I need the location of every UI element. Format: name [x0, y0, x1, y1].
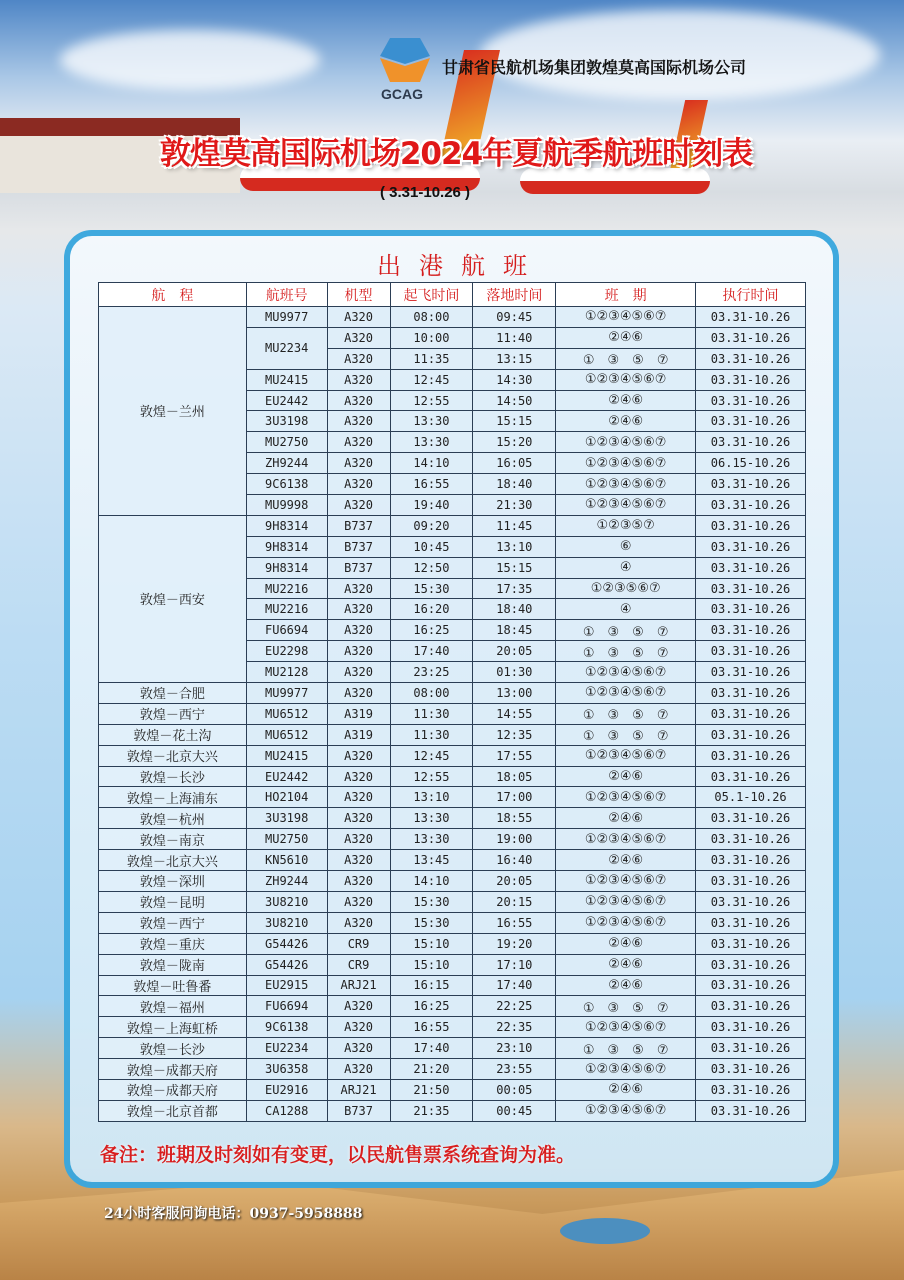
aircraft-type-cell: A320: [327, 474, 390, 495]
departure-time-cell: 15:30: [390, 891, 473, 912]
aircraft-type-cell: A320: [327, 766, 390, 787]
arrival-time-cell: 18:05: [473, 766, 556, 787]
effective-period-cell: 03.31-10.26: [696, 766, 806, 787]
table-row: [99, 954, 806, 975]
arrival-time-cell: 16:05: [473, 453, 556, 474]
arrival-time-cell: 13:00: [473, 683, 556, 704]
effective-period-cell: 03.31-10.26: [696, 348, 806, 369]
table-row: [99, 1017, 806, 1038]
route-cell: 敦煌－吐鲁番: [99, 975, 247, 996]
effective-period-cell: 03.31-10.26: [696, 307, 806, 328]
route-cell: 敦煌－北京首都: [99, 1100, 247, 1121]
flight-number-cell: KN5610: [246, 850, 327, 871]
col-arrival-header: 落地时间: [473, 283, 556, 307]
arrival-time-cell: 23:55: [473, 1059, 556, 1080]
route-cell: 敦煌－深圳: [99, 871, 247, 892]
route-cell: 敦煌－西安: [99, 515, 247, 682]
route-cell: 敦煌－陇南: [99, 954, 247, 975]
effective-period-cell: 03.31-10.26: [696, 390, 806, 411]
departure-time-cell: 16:20: [390, 599, 473, 620]
arrival-time-cell: 16:40: [473, 850, 556, 871]
operating-days-cell: ④: [556, 599, 696, 620]
arrival-time-cell: 21:30: [473, 495, 556, 516]
route-cell: 敦煌－花土沟: [99, 724, 247, 745]
aircraft-type-cell: A319: [327, 703, 390, 724]
departure-time-cell: 17:40: [390, 1038, 473, 1059]
operating-days-cell: ① ③ ⑤ ⑦: [556, 348, 696, 369]
operating-days-cell: ① ③ ⑤ ⑦: [556, 641, 696, 662]
aircraft-type-cell: A320: [327, 683, 390, 704]
route-cell: 敦煌－上海虹桥: [99, 1017, 247, 1038]
effective-period-cell: 03.31-10.26: [696, 933, 806, 954]
arrival-time-cell: 17:10: [473, 954, 556, 975]
effective-period-cell: 03.31-10.26: [696, 1059, 806, 1080]
arrival-time-cell: 17:35: [473, 578, 556, 599]
flight-number-cell: 9C6138: [246, 474, 327, 495]
arrival-time-cell: 00:05: [473, 1079, 556, 1100]
departure-time-cell: 10:00: [390, 327, 473, 348]
flight-number-cell: FU6694: [246, 996, 327, 1017]
remark-note: 备注：班期及时刻如有变更，以民航售票系统查询为准。: [100, 1144, 576, 1166]
aircraft-type-cell: A320: [327, 912, 390, 933]
table-row: [99, 850, 806, 871]
effective-period-cell: 03.31-10.26: [696, 662, 806, 683]
flight-number-cell: G54426: [246, 933, 327, 954]
effective-period-cell: 03.31-10.26: [696, 327, 806, 348]
aircraft-type-cell: A320: [327, 578, 390, 599]
table-row: [99, 1100, 806, 1121]
flight-number-cell: 3U3198: [246, 808, 327, 829]
operating-days-cell: ①②③④⑤⑥⑦: [556, 683, 696, 704]
section-title: 出港航班: [377, 252, 545, 280]
aircraft-type-cell: A320: [327, 829, 390, 850]
departure-time-cell: 21:35: [390, 1100, 473, 1121]
flight-number-cell: MU9977: [246, 307, 327, 328]
departure-time-cell: 12:45: [390, 745, 473, 766]
departure-time-cell: 16:25: [390, 996, 473, 1017]
col-days-header: 班 期: [556, 283, 696, 307]
aircraft-type-cell: CR9: [327, 954, 390, 975]
col-aircraft-header: 机型: [327, 283, 390, 307]
arrival-time-cell: 18:45: [473, 620, 556, 641]
table-row: [99, 891, 806, 912]
season-dates: ( 3.31-10.26 ): [380, 184, 471, 201]
arrival-time-cell: 18:55: [473, 808, 556, 829]
effective-period-cell: 03.31-10.26: [696, 975, 806, 996]
col-period-header: 执行时间: [696, 283, 806, 307]
effective-period-cell: 03.31-10.26: [696, 620, 806, 641]
aircraft-type-cell: A320: [327, 327, 390, 348]
operating-days-cell: ④: [556, 557, 696, 578]
arrival-time-cell: 12:35: [473, 724, 556, 745]
flight-number-cell: MU2216: [246, 599, 327, 620]
flight-number-cell: 3U6358: [246, 1059, 327, 1080]
effective-period-cell: 06.15-10.26: [696, 453, 806, 474]
flight-number-cell: G54426: [246, 954, 327, 975]
departure-time-cell: 11:30: [390, 724, 473, 745]
flight-number-cell: EU2442: [246, 766, 327, 787]
departure-time-cell: 15:30: [390, 578, 473, 599]
arrival-time-cell: 11:45: [473, 515, 556, 536]
effective-period-cell: 03.31-10.26: [696, 578, 806, 599]
departure-time-cell: 13:45: [390, 850, 473, 871]
route-cell: 敦煌－上海浦东: [99, 787, 247, 808]
operating-days-cell: ②④⑥: [556, 1079, 696, 1100]
route-cell: 敦煌－昆明: [99, 891, 247, 912]
flight-number-cell: MU6512: [246, 724, 327, 745]
operating-days-cell: ①②③④⑤⑥⑦: [556, 1017, 696, 1038]
company-name: 甘肃省民航机场集团敦煌莫高国际机场公司: [442, 58, 747, 77]
route-cell: 敦煌－西宁: [99, 912, 247, 933]
aircraft-type-cell: B737: [327, 515, 390, 536]
flight-number-cell: MU2415: [246, 745, 327, 766]
operating-days-cell: ①②③④⑤⑥⑦: [556, 745, 696, 766]
effective-period-cell: 03.31-10.26: [696, 557, 806, 578]
departure-time-cell: 09:20: [390, 515, 473, 536]
flight-number-cell: 9H8314: [246, 536, 327, 557]
aircraft-type-cell: B737: [327, 557, 390, 578]
departure-time-cell: 16:55: [390, 474, 473, 495]
flight-number-cell: ZH9244: [246, 871, 327, 892]
aircraft-type-cell: A320: [327, 348, 390, 369]
aircraft-type-cell: A320: [327, 996, 390, 1017]
operating-days-cell: ②④⑥: [556, 808, 696, 829]
departure-time-cell: 13:30: [390, 808, 473, 829]
aircraft-type-cell: CR9: [327, 933, 390, 954]
route-cell: 敦煌－成都天府: [99, 1079, 247, 1100]
departure-time-cell: 13:30: [390, 411, 473, 432]
arrival-time-cell: 17:00: [473, 787, 556, 808]
aircraft-type-cell: A320: [327, 369, 390, 390]
departure-time-cell: 10:45: [390, 536, 473, 557]
departure-time-cell: 13:30: [390, 432, 473, 453]
aircraft-type-cell: A320: [327, 745, 390, 766]
effective-period-cell: 03.31-10.26: [696, 703, 806, 724]
effective-period-cell: 03.31-10.26: [696, 954, 806, 975]
col-departure-header: 起飞时间: [390, 283, 473, 307]
flight-number-cell: EU2916: [246, 1079, 327, 1100]
table-row: [99, 975, 806, 996]
aircraft-type-cell: A320: [327, 495, 390, 516]
flight-number-cell: CA1288: [246, 1100, 327, 1121]
flight-number-cell: MU9998: [246, 495, 327, 516]
effective-period-cell: 03.31-10.26: [696, 1017, 806, 1038]
table-row: [99, 912, 806, 933]
departure-time-cell: 17:40: [390, 641, 473, 662]
effective-period-cell: 03.31-10.26: [696, 996, 806, 1017]
flight-number-cell: EU2915: [246, 975, 327, 996]
effective-period-cell: 03.31-10.26: [696, 1079, 806, 1100]
table-row: [99, 808, 806, 829]
operating-days-cell: ①②③④⑤⑥⑦: [556, 307, 696, 328]
arrival-time-cell: 13:10: [473, 536, 556, 557]
operating-days-cell: ① ③ ⑤ ⑦: [556, 703, 696, 724]
effective-period-cell: 03.31-10.26: [696, 432, 806, 453]
effective-period-cell: 03.31-10.26: [696, 369, 806, 390]
flight-number-cell: MU2750: [246, 432, 327, 453]
departure-time-cell: 14:10: [390, 871, 473, 892]
departure-time-cell: 12:50: [390, 557, 473, 578]
table-row: [99, 996, 806, 1017]
arrival-time-cell: 00:45: [473, 1100, 556, 1121]
departure-time-cell: 12:55: [390, 390, 473, 411]
route-cell: 敦煌－杭州: [99, 808, 247, 829]
flight-number-cell: 9C6138: [246, 1017, 327, 1038]
aircraft-type-cell: A320: [327, 453, 390, 474]
aircraft-type-cell: ARJ21: [327, 975, 390, 996]
flight-number-cell: FU6694: [246, 620, 327, 641]
arrival-time-cell: 19:20: [473, 933, 556, 954]
flight-number-cell: MU2750: [246, 829, 327, 850]
arrival-time-cell: 13:15: [473, 348, 556, 369]
arrival-time-cell: 15:15: [473, 411, 556, 432]
effective-period-cell: 03.31-10.26: [696, 829, 806, 850]
operating-days-cell: ①②③④⑤⑥⑦: [556, 1059, 696, 1080]
route-cell: 敦煌－长沙: [99, 1038, 247, 1059]
flight-number-cell: MU9977: [246, 683, 327, 704]
route-cell: 敦煌－西宁: [99, 703, 247, 724]
flight-schedule-table: [98, 282, 806, 1122]
hotline: 24小时客服问询电话：0937-5958888: [104, 1206, 363, 1222]
operating-days-cell: ①②③⑤⑦: [556, 515, 696, 536]
flight-number-cell: EU2298: [246, 641, 327, 662]
departure-time-cell: 16:15: [390, 975, 473, 996]
page-title: 敦煌莫高国际机场2024年夏航季航班时刻表: [159, 136, 753, 172]
departure-time-cell: 12:55: [390, 766, 473, 787]
operating-days-cell: ①②③⑤⑥⑦: [556, 578, 696, 599]
arrival-time-cell: 20:05: [473, 641, 556, 662]
operating-days-cell: ②④⑥: [556, 850, 696, 871]
arrival-time-cell: 11:40: [473, 327, 556, 348]
arrival-time-cell: 14:50: [473, 390, 556, 411]
table-row: [99, 829, 806, 850]
table-row: [99, 1059, 806, 1080]
effective-period-cell: 03.31-10.26: [696, 683, 806, 704]
operating-days-cell: ①②③④⑤⑥⑦: [556, 369, 696, 390]
aircraft-type-cell: B737: [327, 1100, 390, 1121]
departure-time-cell: 08:00: [390, 683, 473, 704]
arrival-time-cell: 15:15: [473, 557, 556, 578]
departure-time-cell: 11:30: [390, 703, 473, 724]
operating-days-cell: ②④⑥: [556, 975, 696, 996]
arrival-time-cell: 18:40: [473, 599, 556, 620]
cloud: [60, 30, 320, 90]
aircraft-type-cell: B737: [327, 536, 390, 557]
crescent-lake: [560, 1218, 650, 1244]
operating-days-cell: ①②③④⑤⑥⑦: [556, 432, 696, 453]
operating-days-cell: ②④⑥: [556, 390, 696, 411]
arrival-time-cell: 16:55: [473, 912, 556, 933]
departure-time-cell: 15:30: [390, 912, 473, 933]
arrival-time-cell: 15:20: [473, 432, 556, 453]
arrival-time-cell: 09:45: [473, 307, 556, 328]
arrival-time-cell: 14:30: [473, 369, 556, 390]
operating-days-cell: ②④⑥: [556, 933, 696, 954]
flight-number-cell: MU2234: [246, 327, 327, 369]
operating-days-cell: ①②③④⑤⑥⑦: [556, 495, 696, 516]
aircraft-type-cell: A320: [327, 390, 390, 411]
effective-period-cell: 03.31-10.26: [696, 495, 806, 516]
route-cell: 敦煌－兰州: [99, 307, 247, 516]
flight-number-cell: MU2415: [246, 369, 327, 390]
departure-time-cell: 21:50: [390, 1079, 473, 1100]
route-cell: 敦煌－北京大兴: [99, 745, 247, 766]
operating-days-cell: ① ③ ⑤ ⑦: [556, 620, 696, 641]
col-flight-header: 航班号: [246, 283, 327, 307]
route-cell: 敦煌－重庆: [99, 933, 247, 954]
table-row: [99, 515, 806, 536]
aircraft-type-cell: A320: [327, 850, 390, 871]
operating-days-cell: ①②③④⑤⑥⑦: [556, 474, 696, 495]
effective-period-cell: 03.31-10.26: [696, 745, 806, 766]
departure-time-cell: 16:55: [390, 1017, 473, 1038]
effective-period-cell: 03.31-10.26: [696, 1100, 806, 1121]
operating-days-cell: ②④⑥: [556, 766, 696, 787]
arrival-time-cell: 20:15: [473, 891, 556, 912]
aircraft-type-cell: A320: [327, 620, 390, 641]
operating-days-cell: ②④⑥: [556, 327, 696, 348]
arrival-time-cell: 19:00: [473, 829, 556, 850]
operating-days-cell: ① ③ ⑤ ⑦: [556, 1038, 696, 1059]
table-row: [99, 1079, 806, 1100]
departure-time-cell: 15:10: [390, 933, 473, 954]
gcag-logo-icon: [380, 38, 430, 82]
flight-number-cell: ZH9244: [246, 453, 327, 474]
departure-time-cell: 16:25: [390, 620, 473, 641]
departure-time-cell: 19:40: [390, 495, 473, 516]
route-cell: 敦煌－北京大兴: [99, 850, 247, 871]
effective-period-cell: 03.31-10.26: [696, 474, 806, 495]
effective-period-cell: 03.31-10.26: [696, 850, 806, 871]
aircraft-type-cell: A320: [327, 432, 390, 453]
table-row: [99, 933, 806, 954]
logo-text: GCAG: [381, 86, 423, 102]
operating-days-cell: ①②③④⑤⑥⑦: [556, 787, 696, 808]
table-row: [99, 787, 806, 808]
aircraft-type-cell: A320: [327, 871, 390, 892]
effective-period-cell: 03.31-10.26: [696, 641, 806, 662]
aircraft-type-cell: A320: [327, 1017, 390, 1038]
departure-time-cell: 23:25: [390, 662, 473, 683]
flight-number-cell: EU2234: [246, 1038, 327, 1059]
operating-days-cell: ① ③ ⑤ ⑦: [556, 724, 696, 745]
arrival-time-cell: 01:30: [473, 662, 556, 683]
aircraft-type-cell: A320: [327, 307, 390, 328]
col-route-header: 航 程: [99, 283, 247, 307]
aircraft-type-cell: A319: [327, 724, 390, 745]
departure-time-cell: 14:10: [390, 453, 473, 474]
aircraft-type-cell: A320: [327, 808, 390, 829]
aircraft-type-cell: A320: [327, 411, 390, 432]
aircraft-type-cell: A320: [327, 599, 390, 620]
table-row: [99, 766, 806, 787]
effective-period-cell: 03.31-10.26: [696, 515, 806, 536]
departure-time-cell: 11:35: [390, 348, 473, 369]
flight-number-cell: 9H8314: [246, 515, 327, 536]
aircraft-type-cell: A320: [327, 1059, 390, 1080]
effective-period-cell: 03.31-10.26: [696, 599, 806, 620]
table-row: [99, 724, 806, 745]
table-row: [99, 703, 806, 724]
effective-period-cell: 03.31-10.26: [696, 724, 806, 745]
arrival-time-cell: 23:10: [473, 1038, 556, 1059]
flight-number-cell: 3U3198: [246, 411, 327, 432]
aircraft-type-cell: ARJ21: [327, 1079, 390, 1100]
operating-days-cell: ① ③ ⑤ ⑦: [556, 996, 696, 1017]
arrival-time-cell: 22:35: [473, 1017, 556, 1038]
flight-number-cell: 9H8314: [246, 557, 327, 578]
effective-period-cell: 03.31-10.26: [696, 411, 806, 432]
table-row: [99, 307, 806, 328]
effective-period-cell: 05.1-10.26: [696, 787, 806, 808]
effective-period-cell: 03.31-10.26: [696, 912, 806, 933]
table-row: [99, 745, 806, 766]
effective-period-cell: 03.31-10.26: [696, 871, 806, 892]
flight-number-cell: EU2442: [246, 390, 327, 411]
departure-time-cell: 08:00: [390, 307, 473, 328]
flight-number-cell: MU2128: [246, 662, 327, 683]
operating-days-cell: ①②③④⑤⑥⑦: [556, 871, 696, 892]
table-row: [99, 1038, 806, 1059]
arrival-time-cell: 17:40: [473, 975, 556, 996]
aircraft-type-cell: A320: [327, 641, 390, 662]
table-row: [99, 871, 806, 892]
effective-period-cell: 03.31-10.26: [696, 536, 806, 557]
departure-time-cell: 15:10: [390, 954, 473, 975]
departure-time-cell: 13:10: [390, 787, 473, 808]
operating-days-cell: ②④⑥: [556, 954, 696, 975]
arrival-time-cell: 22:25: [473, 996, 556, 1017]
route-cell: 敦煌－合肥: [99, 683, 247, 704]
flight-number-cell: MU6512: [246, 703, 327, 724]
effective-period-cell: 03.31-10.26: [696, 891, 806, 912]
route-cell: 敦煌－南京: [99, 829, 247, 850]
effective-period-cell: 03.31-10.26: [696, 1038, 806, 1059]
route-cell: 敦煌－长沙: [99, 766, 247, 787]
effective-period-cell: 03.31-10.26: [696, 808, 806, 829]
flight-number-cell: MU2216: [246, 578, 327, 599]
flight-number-cell: 3U8210: [246, 912, 327, 933]
arrival-time-cell: 17:55: [473, 745, 556, 766]
arrival-time-cell: 20:05: [473, 871, 556, 892]
operating-days-cell: ①②③④⑤⑥⑦: [556, 912, 696, 933]
aircraft-type-cell: A320: [327, 662, 390, 683]
arrival-time-cell: 14:55: [473, 703, 556, 724]
route-cell: 敦煌－福州: [99, 996, 247, 1017]
route-cell: 敦煌－成都天府: [99, 1059, 247, 1080]
departure-time-cell: 12:45: [390, 369, 473, 390]
arrival-time-cell: 18:40: [473, 474, 556, 495]
operating-days-cell: ①②③④⑤⑥⑦: [556, 662, 696, 683]
flight-number-cell: HO2104: [246, 787, 327, 808]
operating-days-cell: ①②③④⑤⑥⑦: [556, 1100, 696, 1121]
aircraft-type-cell: A320: [327, 891, 390, 912]
departure-time-cell: 21:20: [390, 1059, 473, 1080]
operating-days-cell: ⑥: [556, 536, 696, 557]
departure-time-cell: 13:30: [390, 829, 473, 850]
aircraft-type-cell: A320: [327, 1038, 390, 1059]
table-row: [99, 683, 806, 704]
operating-days-cell: ①②③④⑤⑥⑦: [556, 829, 696, 850]
flight-number-cell: 3U8210: [246, 891, 327, 912]
operating-days-cell: ①②③④⑤⑥⑦: [556, 453, 696, 474]
aircraft-type-cell: A320: [327, 787, 390, 808]
operating-days-cell: ②④⑥: [556, 411, 696, 432]
operating-days-cell: ①②③④⑤⑥⑦: [556, 891, 696, 912]
